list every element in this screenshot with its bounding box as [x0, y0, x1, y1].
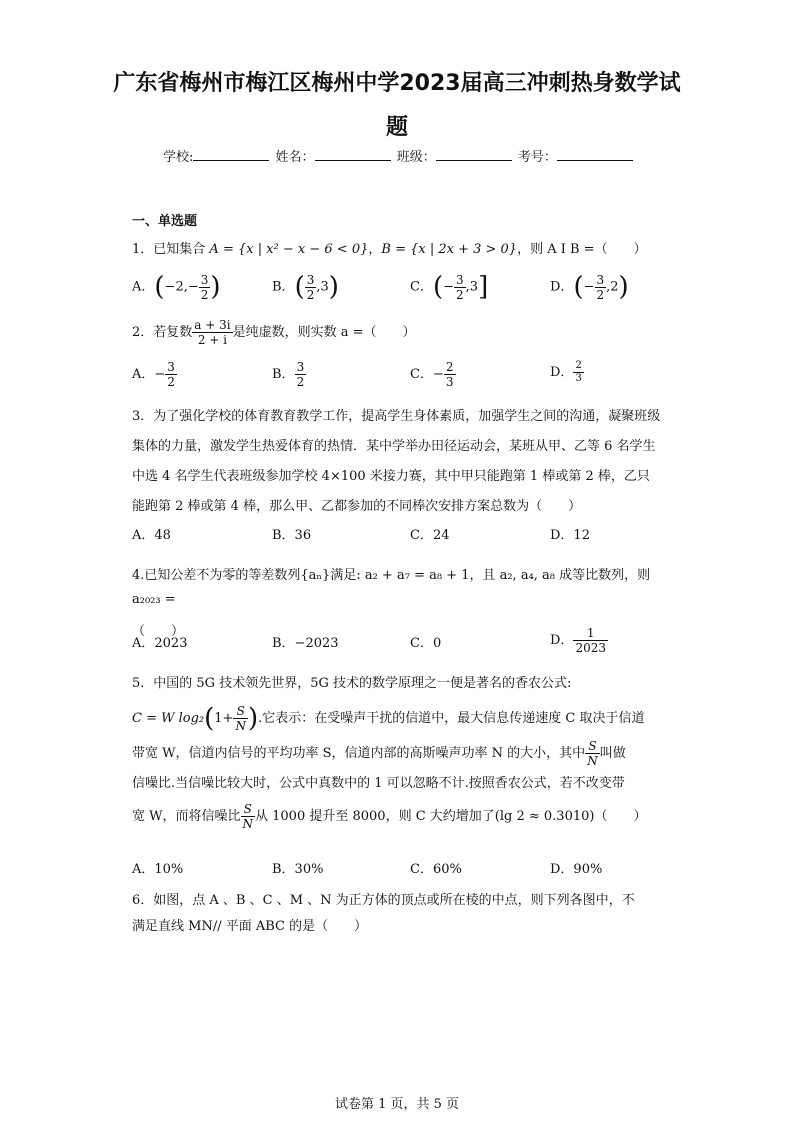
option-fraction: [454, 273, 466, 302]
q1-number: 1．已知集合: [132, 242, 206, 257]
exam-label: 考号：: [517, 150, 557, 165]
option-label: B．: [272, 279, 295, 295]
q5-option-c[interactable]: C．60%: [410, 862, 462, 877]
frac-num: a + 3i: [194, 318, 231, 332]
frac-den: 2: [596, 287, 605, 302]
school-blank: [193, 148, 269, 161]
formula-one: 1+: [214, 711, 234, 726]
option-sign: −: [432, 367, 444, 382]
exam-blank: [557, 148, 633, 161]
option-fraction: [573, 626, 608, 655]
option-label: D．: [550, 365, 574, 380]
paren-right: ): [210, 272, 221, 302]
paren-right: ]: [478, 272, 489, 302]
class-label: 班级：: [396, 150, 436, 165]
q1-option-b[interactable]: [272, 272, 339, 302]
q3-option-b[interactable]: B．36: [272, 528, 312, 543]
school-label: 学校:: [163, 150, 194, 165]
frac-den: 2: [456, 287, 464, 302]
question-6: [132, 888, 662, 940]
option-label: A．: [132, 367, 155, 382]
frac-den: 2: [200, 287, 209, 302]
q5-option-a[interactable]: A．10%: [132, 862, 184, 877]
q1-option-a[interactable]: [132, 272, 221, 302]
option-text: ,3: [316, 279, 329, 295]
frac-den: N: [587, 754, 598, 768]
snr-fraction: [241, 802, 256, 831]
q5-line3: [132, 739, 662, 768]
q4-option-d[interactable]: [550, 626, 608, 655]
q4-option-c[interactable]: C．0: [410, 636, 442, 651]
option-label: D．: [550, 633, 574, 648]
q2-options: [132, 360, 662, 400]
paren-right: ): [618, 272, 629, 302]
frac-num: S: [241, 802, 256, 817]
q1-option-d[interactable]: [550, 272, 629, 302]
frac-num: 3: [456, 272, 464, 287]
option-fraction: [444, 360, 456, 389]
paren-left: (: [573, 272, 584, 302]
page-footer: 试卷第 1 页，共 5 页: [334, 1097, 460, 1112]
frac-num: 3: [596, 272, 605, 287]
option-sign: −: [583, 279, 595, 295]
q2-option-a[interactable]: [132, 360, 177, 389]
q3-option-d[interactable]: D．12: [550, 528, 590, 543]
q2-fraction: [192, 318, 232, 347]
option-text: ,3: [465, 279, 479, 295]
option-text: ,2: [606, 279, 619, 295]
option-label: D．: [550, 279, 574, 295]
frac-den: 3: [575, 373, 582, 384]
name-label: 姓名：: [275, 150, 315, 165]
frac-num: S: [585, 739, 600, 754]
option-sign: −: [187, 279, 199, 295]
q5-line1: 5．中国的 5G 技术领先世界，5G 技术的数学原理之一便是著名的香农公式:: [132, 676, 572, 691]
frac-den: 2: [296, 375, 305, 389]
q5-line2-tail: .它表示：在受噪声干扰的信道中，最大信息传递速度 C 取决于信道: [258, 711, 645, 726]
option-fraction: [165, 360, 177, 389]
q6-line2: 满足直线 MN// 平面 ABC 的是（ ）: [132, 919, 368, 934]
option-fraction: [573, 360, 583, 385]
snr-fraction: [585, 739, 600, 768]
page-title-line2: 题: [385, 115, 408, 140]
q4-line2: （ ）: [132, 624, 185, 639]
paren-right: ): [328, 272, 339, 302]
frac-den: N: [235, 719, 246, 733]
q2-option-c[interactable]: [410, 360, 456, 389]
paren-left: (: [432, 272, 444, 302]
q4-options: [132, 626, 662, 672]
q5-line3a: 带宽 W，信道内信号的平均功率 S，信道内部的高斯噪声功率 N 的大小，其中: [132, 746, 586, 761]
formula-fraction: [233, 704, 248, 733]
option-label: B．: [272, 367, 295, 382]
question-1: [132, 238, 662, 262]
q2-option-b[interactable]: [272, 360, 306, 389]
formula-prefix: C = W log₂: [132, 711, 205, 726]
option-text: −2,: [164, 279, 188, 295]
section-heading: 一、单选题: [132, 214, 198, 229]
q6-line1: 6．如图，点 A 、B 、C 、M 、N 为正方体的顶点或所在棱的中点，则下列各图中，不: [132, 893, 635, 908]
option-fraction: [295, 360, 307, 389]
frac-den: 3: [445, 375, 454, 389]
frac-num: 2: [445, 360, 454, 374]
frac-num: 1: [573, 626, 608, 641]
q5-option-d[interactable]: D．90%: [550, 862, 603, 877]
option-label: C．: [410, 279, 433, 295]
paren-right: ): [247, 703, 259, 734]
paren-left: (: [154, 272, 165, 302]
frac-den: N: [242, 817, 253, 831]
q2-number: 2．若复数: [132, 325, 193, 340]
q4-line1: 4.已知公差不为零的等差数列{aₙ}满足: a₂ + a₇ = a₈ + 1，且 a₂, a₄, a₈ 成等比数列，则 a₂₀₂₃ =: [132, 568, 651, 607]
q1-set-a: A = {x | x² − x − 6 < 0}: [209, 242, 369, 257]
q5-line5a: 宽 W，而将信噪比: [132, 809, 241, 824]
frac-num: 3: [167, 360, 175, 374]
paren-left: (: [204, 703, 215, 734]
q2-option-d[interactable]: [550, 360, 584, 385]
option-sign: −: [443, 279, 455, 295]
q3-options: [132, 524, 662, 564]
q1-set-b: B = {x | 2x + 3 > 0}: [381, 242, 518, 257]
option-fraction: [595, 273, 607, 302]
class-blank: [436, 148, 512, 161]
option-label: A．: [132, 279, 155, 295]
frac-num: 2: [575, 360, 582, 371]
frac-den: 2 + i: [197, 333, 228, 347]
frac-num: 3: [200, 272, 209, 287]
paren-left: (: [294, 272, 305, 302]
student-info-row: [163, 146, 635, 165]
q1-sep: ，: [368, 242, 382, 257]
q5-line5: [132, 802, 662, 831]
q5-line2: [132, 704, 662, 733]
option-label: C．: [410, 367, 433, 382]
q4-option-b[interactable]: B．−2023: [272, 636, 339, 651]
q5-line4: 信噪比.当信噪比较大时，公式中真数中的 1 可以忽略不计.按照香农公式，若不改变带: [132, 776, 625, 791]
q5-line5b: 从 1000 提升至 8000，则 C 大约增加了(lg 2 ≈ 0.3010)（ ）: [255, 809, 647, 824]
q2-tail: 是纯虚数，则实数 a =（ ）: [232, 325, 416, 340]
frac-num: 3: [306, 272, 315, 287]
q5-line3b: 叫做: [599, 746, 626, 761]
option-fraction: [199, 273, 211, 302]
frac-num: 3: [296, 360, 305, 374]
frac-den: 2023: [575, 641, 606, 655]
option-fraction: [305, 273, 317, 302]
q1-option-c[interactable]: [410, 272, 488, 302]
q1-options: [132, 272, 662, 312]
q4-option-a[interactable]: A．2023: [132, 636, 188, 651]
q1-tail: ，则 A I B =（ ）: [517, 242, 647, 257]
frac-num: S: [233, 704, 248, 719]
page-title-line1: 广东省梅州市梅江区梅州中学2023届高三冲刺热身数学试: [113, 71, 681, 96]
option-sign: −: [154, 367, 166, 382]
question-2: [132, 318, 662, 347]
q3-option-a[interactable]: A．48: [132, 528, 171, 543]
name-blank: [315, 148, 391, 161]
q3-option-c[interactable]: C．24: [410, 528, 450, 543]
q5-option-b[interactable]: B．30%: [272, 862, 324, 877]
question-3: 3．为了强化学校的体育教育教学工作，提高学生身体素质，加强学生之间的沟通，凝聚班级集体的力量，激发学生热爱体育的热情．某中学举办田径运动会，某班从甲、乙等 6 名学生中选 4 名学生代表班级参加学校 4×100 米接力赛，其中甲只能跑第 1 棒或第 2 棒，乙只能跑第 2 棒或第 4 棒，那么甲、乙都参加的不同棒次安排方案总数为（ ）: [132, 409, 661, 514]
frac-den: 2: [306, 287, 315, 302]
question-5: [132, 672, 662, 831]
frac-den: 2: [167, 375, 175, 389]
